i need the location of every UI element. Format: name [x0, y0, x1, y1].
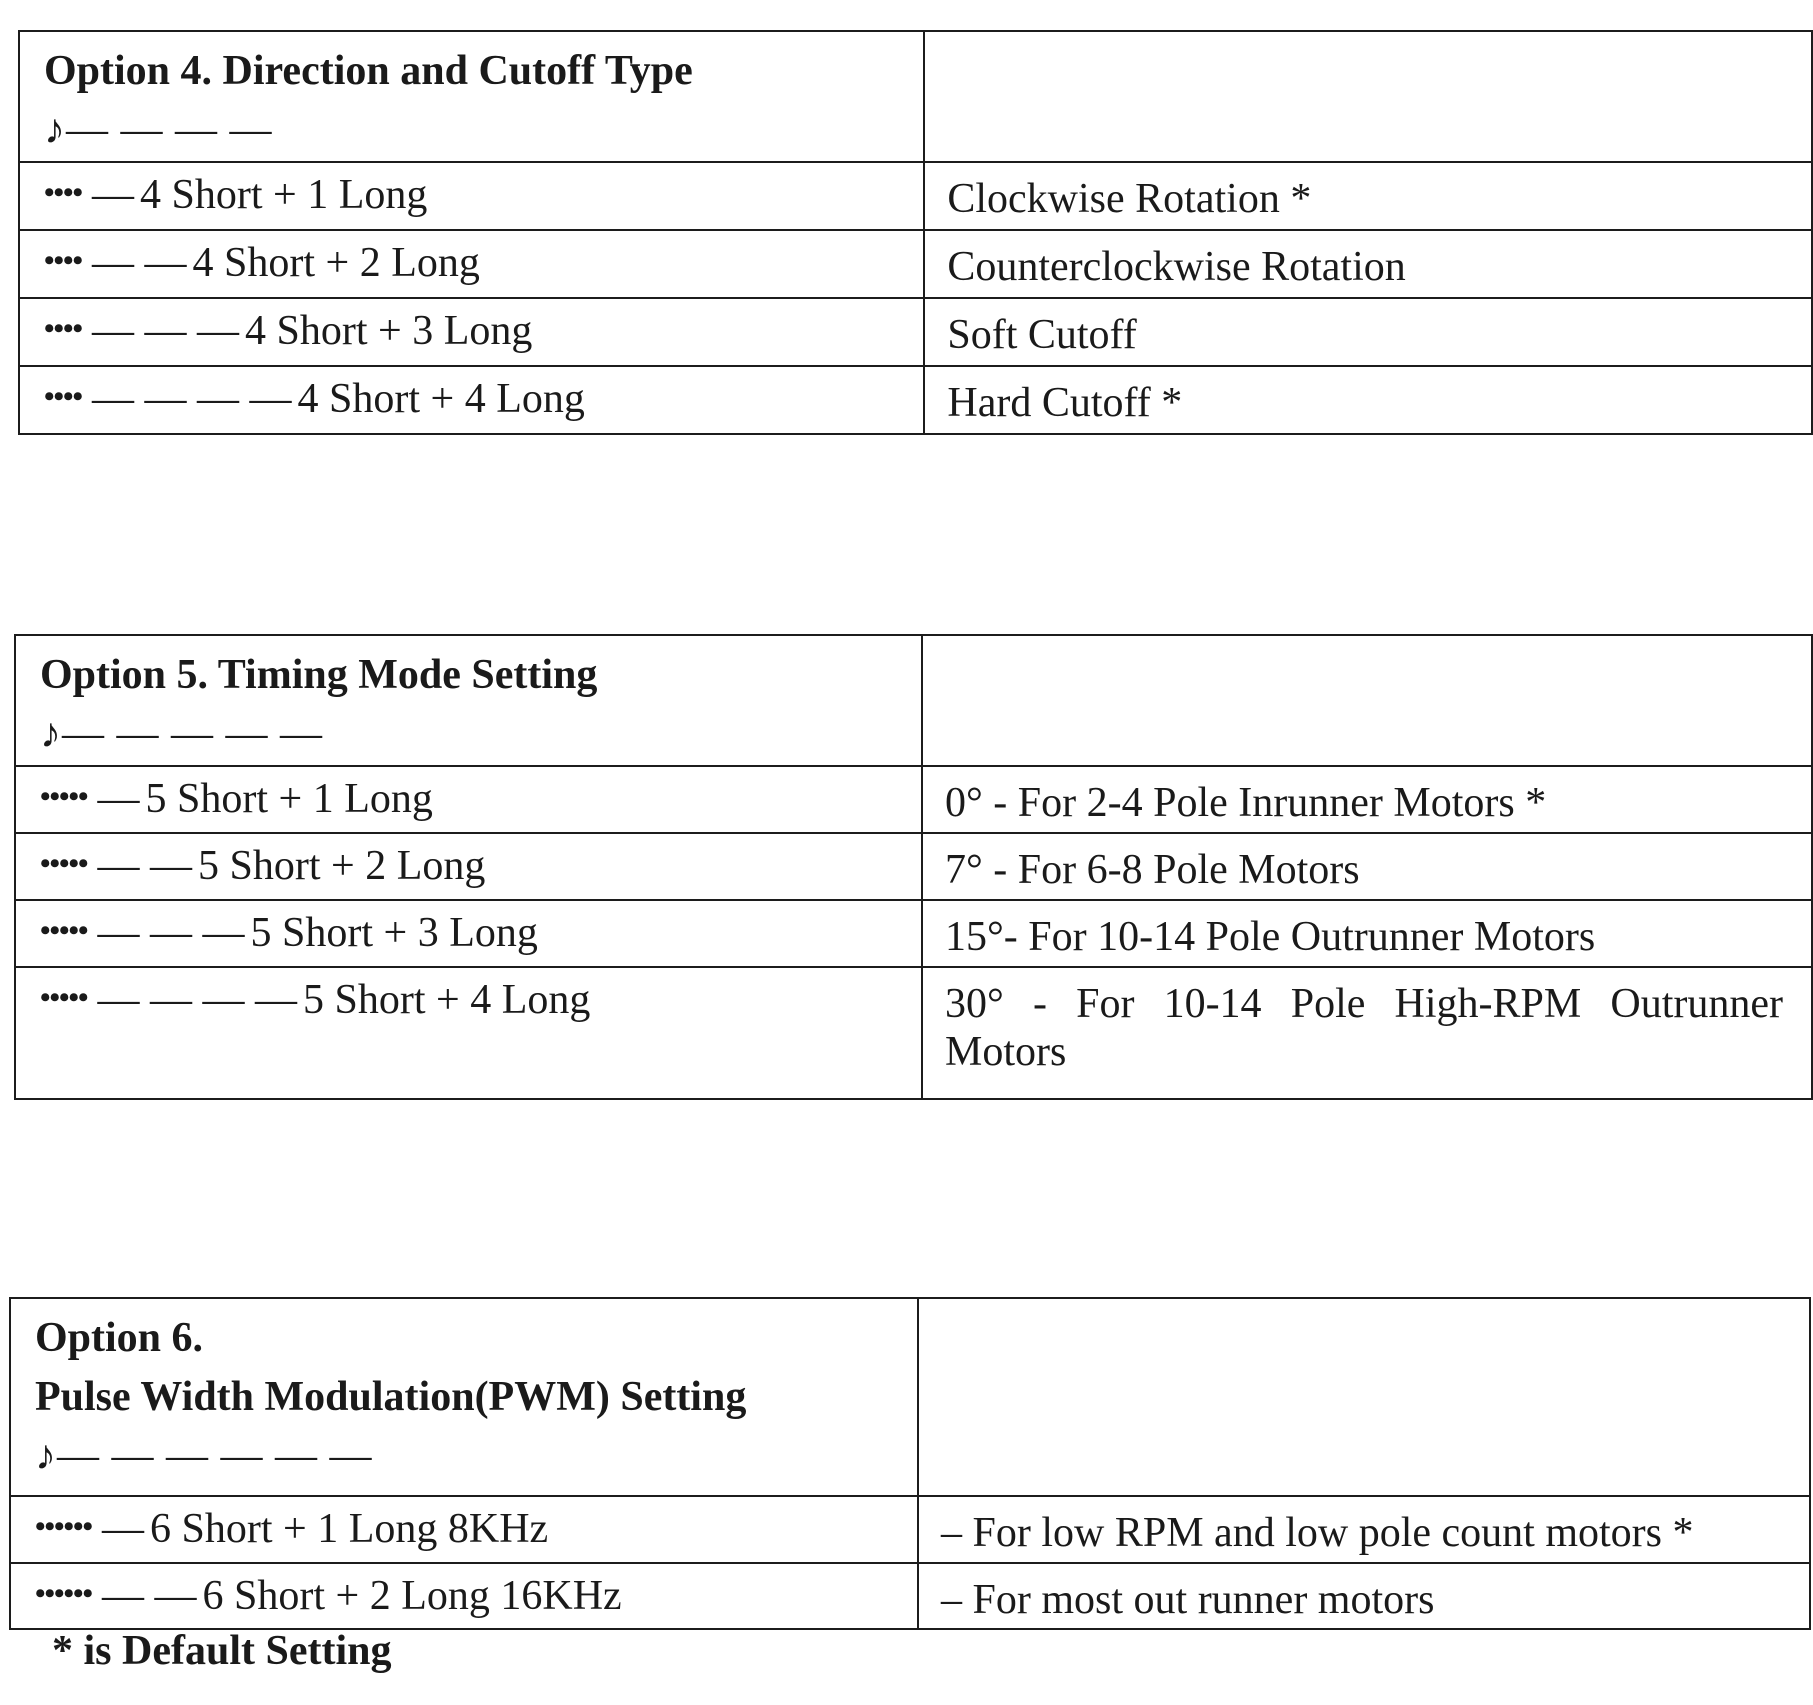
table-row-code — [15, 900, 922, 967]
dots: ••••• — [40, 847, 88, 880]
table-row-code — [15, 833, 922, 900]
option-6-header-cell — [10, 1298, 918, 1496]
table-row-code — [15, 766, 922, 833]
dashes: — — [102, 1506, 145, 1552]
dashes: — — — — [92, 308, 240, 354]
code-label: 4 Short + 2 Long — [192, 240, 480, 286]
dashes: — — [92, 172, 135, 218]
table-row-desc: – For most out runner motors — [918, 1563, 1810, 1629]
default-setting-note: * is Default Setting — [52, 1628, 392, 1674]
option-4-table — [18, 30, 1813, 435]
option-6-header-empty — [918, 1298, 1810, 1496]
option-6-tone: ♪— — — — — — — [35, 1432, 373, 1479]
dots: ••••• — [40, 780, 88, 813]
table-row-code — [10, 1496, 918, 1563]
option-4-title: Option 4. Direction and Cutoff Type — [44, 48, 693, 94]
code-label: 5 Short + 3 Long — [250, 910, 538, 956]
dots: ••••• — [40, 981, 88, 1014]
table-row-code — [19, 162, 924, 230]
code-label: 4 Short + 3 Long — [245, 308, 533, 354]
table-row-desc: Counterclockwise Rotation — [924, 230, 1812, 298]
table-row-code — [10, 1563, 918, 1629]
code-label: 5 Short + 2 Long — [198, 843, 486, 889]
table-row-desc: 30° - For 10-14 Pole High-RPM Outrunner Motors — [922, 967, 1812, 1099]
table-row-desc: Hard Cutoff * — [924, 366, 1812, 434]
table-row-code — [19, 230, 924, 298]
option-4-tone: ♪— — — — — [44, 106, 273, 153]
dots: •••••• — [35, 1577, 93, 1610]
code-label: 6 Short + 2 Long 16KHz — [202, 1573, 622, 1619]
option-5-header-empty — [922, 635, 1812, 766]
dots: •••• — [44, 312, 83, 345]
option-5-table — [14, 634, 1813, 1100]
dots: •••• — [44, 176, 83, 209]
table-row-desc: – For low RPM and low pole count motors * — [918, 1496, 1810, 1563]
option-6-title-line1: Option 6. — [35, 1315, 204, 1361]
code-label: 5 Short + 4 Long — [303, 977, 591, 1023]
dashes: — — — — — [97, 977, 298, 1023]
table-row-desc: Clockwise Rotation * — [924, 162, 1812, 230]
code-label: 4 Short + 4 Long — [297, 376, 585, 422]
table-row-code — [19, 366, 924, 434]
code-label: 6 Short + 1 Long 8KHz — [150, 1506, 549, 1552]
dashes: — — — [102, 1573, 197, 1619]
dashes: — — — — — [92, 376, 292, 422]
dots: ••••• — [40, 914, 88, 947]
dashes: — — — [97, 843, 193, 889]
table-row-desc: 7° - For 6-8 Pole Motors — [922, 833, 1812, 900]
table-row-desc: 0° - For 2-4 Pole Inrunner Motors * — [922, 766, 1812, 833]
option-6-table — [9, 1297, 1811, 1630]
table-row-desc: Soft Cutoff — [924, 298, 1812, 366]
dots: •••••• — [35, 1510, 93, 1543]
code-label: 4 Short + 1 Long — [140, 172, 428, 218]
table-row-code — [15, 967, 922, 1099]
option-6-title-line2: Pulse Width Modulation(PWM) Setting — [35, 1373, 747, 1420]
option-5-header-cell — [15, 635, 922, 766]
option-4-header-empty — [924, 31, 1812, 162]
code-label: 5 Short + 1 Long — [145, 776, 433, 822]
table-row-desc: 15°- For 10-14 Pole Outrunner Motors — [922, 900, 1812, 967]
table-row-code — [19, 298, 924, 366]
dashes: — — — — [97, 910, 245, 956]
option-5-tone: ♪— — — — — — [40, 710, 323, 757]
dots: •••• — [44, 380, 83, 413]
dashes: — — — [92, 240, 187, 286]
dots: •••• — [44, 244, 83, 277]
dashes: — — [97, 776, 140, 822]
option-5-title: Option 5. Timing Mode Setting — [40, 652, 598, 698]
option-4-header-cell — [19, 31, 924, 162]
